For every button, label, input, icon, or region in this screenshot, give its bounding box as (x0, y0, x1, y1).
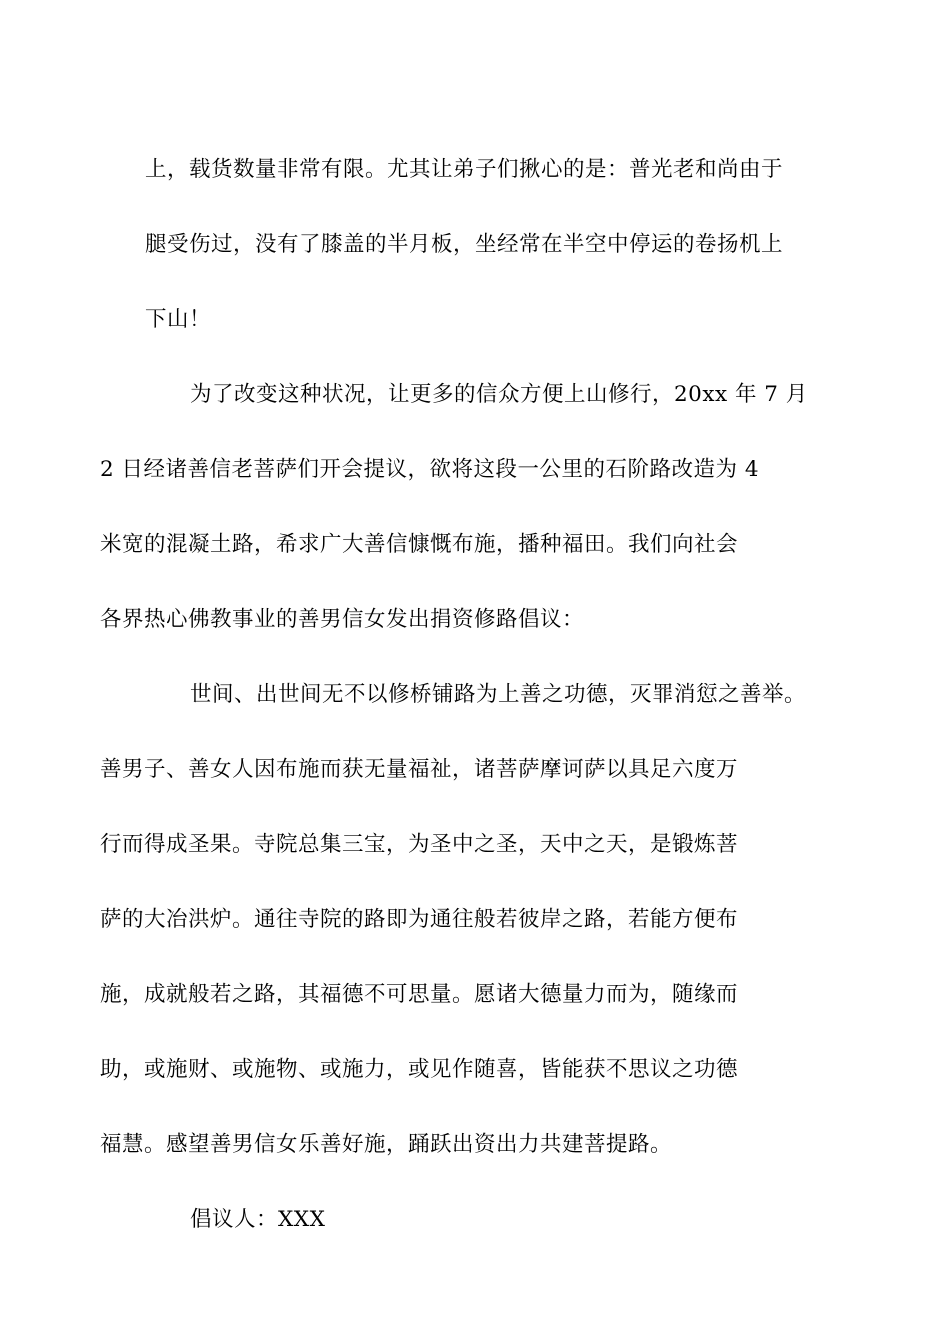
text-line: 2 日经诸善信老菩萨们开会提议，欲将这段一公里的石阶路改造为 4 (100, 457, 760, 482)
text-line: 腿受伤过，没有了膝盖的半月板，坐经常在半空中停运的卷扬机上 (145, 232, 784, 257)
text-line: 上，载货数量非常有限。尤其让弟子们揪心的是：普光老和尚由于 (145, 157, 784, 182)
paragraph-3 (100, 657, 810, 1182)
signature-line: 倡议人：XXX (190, 1207, 326, 1232)
text-line: 米宽的混凝土路，希求广大善信慷慨布施，播种福田。我们向社会 (100, 532, 739, 557)
text-line: 为了改变这种状况，让更多的信众方便上山修行，20xx 年 7 月 (190, 382, 808, 407)
text-line: 各界热心佛教事业的善男信女发出捐资修路倡议： (100, 607, 585, 632)
text-line: 善男子、善女人因布施而获无量福祉，诸菩萨摩诃萨以具足六度万 (100, 757, 739, 782)
document-body (100, 132, 810, 1257)
paragraph-2 (100, 357, 810, 657)
signature-paragraph (145, 1182, 810, 1257)
text-line: 福慧。感望善男信女乐善好施，踊跃出资出力共建菩提路。 (100, 1132, 673, 1157)
text-line: 萨的大冶洪炉。通往寺院的路即为通往般若彼岸之路，若能方便布 (100, 907, 739, 932)
paragraph-1 (145, 132, 810, 357)
text-line: 行而得成圣果。寺院总集三宝，为圣中之圣，天中之天，是锻炼菩 (100, 832, 739, 857)
text-line: 施，成就般若之路，其福德不可思量。愿诸大德量力而为，随缘而 (100, 982, 739, 1007)
text-line: 世间、出世间无不以修桥铺路为上善之功德，灭罪消愆之善举。 (190, 682, 807, 707)
text-line: 助，或施财、或施物、或施力，或见作随喜，皆能获不思议之功德 (100, 1057, 739, 1082)
text-line: 下山！ (145, 307, 212, 332)
